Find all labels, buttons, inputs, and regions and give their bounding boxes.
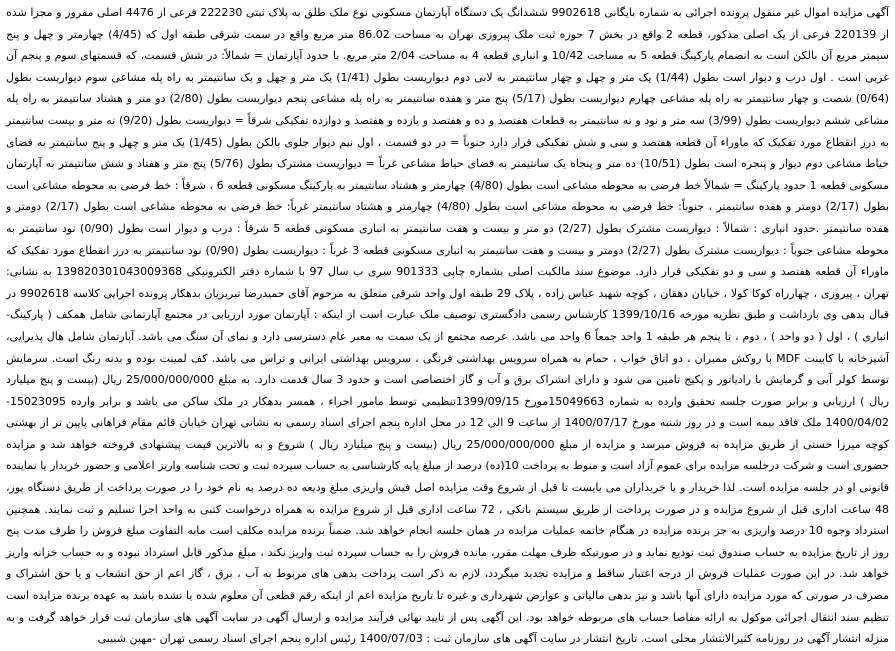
auction-notice-text: آگهی مزایده اموال غیر منقول پرونده اجرائی به شماره بایگانی 9902618 ششدانگ یک دستگاه آپارتمان مسکونی نوع ملک طلق به پلاک ثبتی 222230 فرعی از 4476 اصلی مفروز و مجزا شده از 220139 فرعی از یک اصلی مذکور، قطعه 2 واقع در بخش 7 حوزه ثبت ملک پیروزی تهران به مساحت 86.02 متر مربع واقع در سمت شرقی طبقه اول که (4/45) چهارمتر و چهل و پنج سیمتر مربع آن بالکن است به انضمام پارکینگ قطعه 5 به مساحت 10/42 و انباری قطعه 4 به مساحت 2/04 متر مربع. با حدود آپارتمان = شمالاً: در شش قسمت، که قسمتهای سوم و پنجم آن غربی است . اول درب و دیوار است بطول (1/44) یک متر و چهل و چهار سانتیمتر به لابی دوم دیواریست بطول (1/41) یک متر و چهل و یک سانتیمتر به راه پله مشاعی سوم دیواریست بطول (0/64) شصت و چهار سانتیمتر به راه پله مشاعی چهارم دیواریست بطول (5/17) پنج متر و هفده سانتیمتر به راه پله مشاعی پنجم دیواریست بطول (2/80) دو متر و هشتاد سانتیمتر به راه پله مشاعی ششم دیواریست بطول (3/99) سه متر و نود و نه سانتیمتر به قطعات هفتصد و ده و هفتصد و یازده و هفتصد و دوازده تفکیکی شرقاً = دیواریست بطول (9/20) نه متر و بیست سانتیمتر به درز انقطاع مورد تفکیک که ماوراء آن قطعه هفتصد و سی و شش تفکیکی قرار دارد جنوباً = در دو قسمت ، اول نیم دیوار جلوی بالکن بطول (1/45) یک متر و چهل و پنج سانتیمتر به فضای حیاط مشاعی دوم دیوار و پنجره است بطول (10/51) ده متر و پنجاه یک سانتیمتر به فضای حیاط مشاعی غرباً = دیواریست مشترک بطول (5/76) پنج متر و هفتاد و شش سانتیمتر به آپارتمان مسکونی قطعه 1 حدود پارکینگ = شمالاً خط فرضی به محوطه مشاعی است بطول (4/80) چهارمتر و هشتاد سانتیمتر به پارکینگ مسکونی قطعه 6 ، شرقاً : خط فرضی به محوطه مشاعی است بطول (2/17) دومتر و هفده سانتیمتر ، جنوباً: خط فرضی به محوطه مشاعی است بطول (4/80) چهارمتر و هشتاد سانتیمتر غرباً: خط فرضی به محوطه مشاعی است بطول (2/17) دومتر و هفده سانتیمتر .حدود انباری : شمالاً : دیواریست مشترک بطول (2/27) دو متر و بیست و هفت سانتیمتر به انباری مسکونی قطعه 5 شرقاً : درب و دیوار است بطول (0/90) نود سانتیمتر به محوطه مشاعی جنوباً : دیواریست مشترک بطول (2/27) دومتر و بیست و هفت سانتیمتر به انباری مسکونی قطعه 3 غرباً : دیواریست بطول (0/90) نود سانتیمتر به درز انقطاع مورد تفکیک که ماوراء آن قطعه هفتصد و سی و دو تفکیکی قرار دارد. موضوع سند مالکیت اصلی بشماره چاپی 901333 سری ب سال 97 با شماره دفتر الکترونیکی 139820301043009368 به نشانی: تهران ، پیروزی ، چهارراه کوکا کولا ، خیابان دهقان ، کوچه شهید عباس زاده ، پلاک 29 طبقه اول واحد شرقی متعلق به مرحوم آقای حمیدرضا تبریزیان بدهکار پرونده اجرایی کلاسه 9902618 در قبال بدهی وی بازداشت و طبق نظریه مورخه 1399/10/16 کارشناس رسمی دادگستری توصیف ملک عبارت است از اینکه : آپارتمان مورد ارزیابی در مجتمع آپارتمانی شامل همکف ( پارکینگ- انباری ) ، اول ( دو واحد ) ، دوم ، تا پنجم هر طبقه 1 واحد جمعاً 6 واحد می باشد. عرصه مجتمع از یک سمت به معبر عام دسترسی دارد و نمای آن سنگ می باشد. آپارتمان شامل هال پذیرایی، آشپزخانه با کابینت MDF با روکش ممبران ، دو اتاق خواب ، حمام به همراه سرویس بهداشتی فرنگی ، سرویس بهداشتی ایرانی و تراس می باشد. کف لمینت بوده و بدنه رنگ است. سرمایش توسط کولر آبی و گرمایش با رادیاتور و پکیج تامین می شود و دارای انشراک برق و آب و گاز اختصاصی است و حدود 3 سال قدمت دارد. به مبلغ 25/000/000/000 ریال (بیست و پنج میلیارد ریال ) ارزیابی و برابر صورت جلسه تحقیق وارده به شماره 15049663مورخ 1399/09/15تنظیمی توسط مامور اجراء ، همسر بدهکار در ملک ساکن می باشد و برابر وارده 15023095-1400/04/02 ملک فاقد بیمه است و در روز شنبه مورخ 1400/07/17 از ساعت 9 الی 12 در محل اداره پنجم اجرای اسناد رسمی به نشانی تهران خیابان قائم مقام فراهانی پایین تر از بهشتی کوچه میرزا حسنی از طریق مزایده به فروش میرسد و مزایده از مبلغ 25/000/000/000 ریال (بیست و پنج میلیارد ریال ) شروع و به بالاترین قیمت پیشنهادی فروخته خواهد شد و مزایده حضوری است و شرکت درجلسه مزایده برای عموم آزاد است و منوط به پرداخت 10(ده) درصد از مبلغ پایه کارشناسی به حساب سپرده ثبت و تحت شناسه واریز اعلامی و حضور خریدار یا نماینده قانونی او در جلسه مزایده است. لذا خریدار و یا خریداران می بایست تا قبل از شروع وقت مزایده اصل فیش واریزی مبلغ ودیعه ده درصد به نام خود را در صورت پرداخت از طریق دستگاه پوز، 48 ساعت اداری قبل از شروع مزایده و در صورت پرداخت از طریق سیستم بانکی ، 72 ساعت اداری قبل از شروع مزایده به همراه درخواست کتبی به واحد اجرا تسلیم و ثبت نمایند. همچنین استرداد وجوه 10 درصد واریزی به جز برنده مزایده در هنگام خاتمه عملیات مزایده در همان جلسه انجام خواهد شد. ضمناً برنده مزایده مکلف است مابه التفاوت مبلغ فروش را ظرف مدت پنج روز از تاریخ مزایده به حساب صندوق ثبت تودیع نماید و در صورتیکه ظرف مهلت مقرر، مانده فروش را به حساب سپرده ثبت واریز نکند ، مبلغ مذکور قابل استرداد نبوده و به حساب خزانه واریز خواهد شد. در این صورت عملیات فروش از درجه اعتبار ساقط و مزایده تجدید میگردد، لازم به ذکر است پرداخت بدهی های مربوط به آب ، برق ، گاز اعم از حق انشعاب و یا حق اشتراک و مصرف در صورتی که مورد مزایده دارای آنها باشد و نیز بدهی مالیاتی و عوارض شهرداری و غیره تا تاریخ مزایده اعم از اینکه رقم قطعی آن معلوم شده یا نشده باشد به عهده برنده مزایده است تنظیم سند انتقال اجرائی موکول به ارائه مفاصا حساب های مربوطه خواهد بود. این آگهی پس از تایید نهائی فرآیند مزایده و ارسال آگهی در سایت آگهی های سازمان ثبت قرار خواهد گرفت و به منزله انتشار آگهی در روزنامه کثیرالانتشار محلی است. تاریخ انتشار در سایت آگهی های سازمان ثبت : 1400/07/03 رئیس اداره پنجم اجرای اسناد رسمی تهران -مهین شبیبی	[6, 6, 890, 646]
